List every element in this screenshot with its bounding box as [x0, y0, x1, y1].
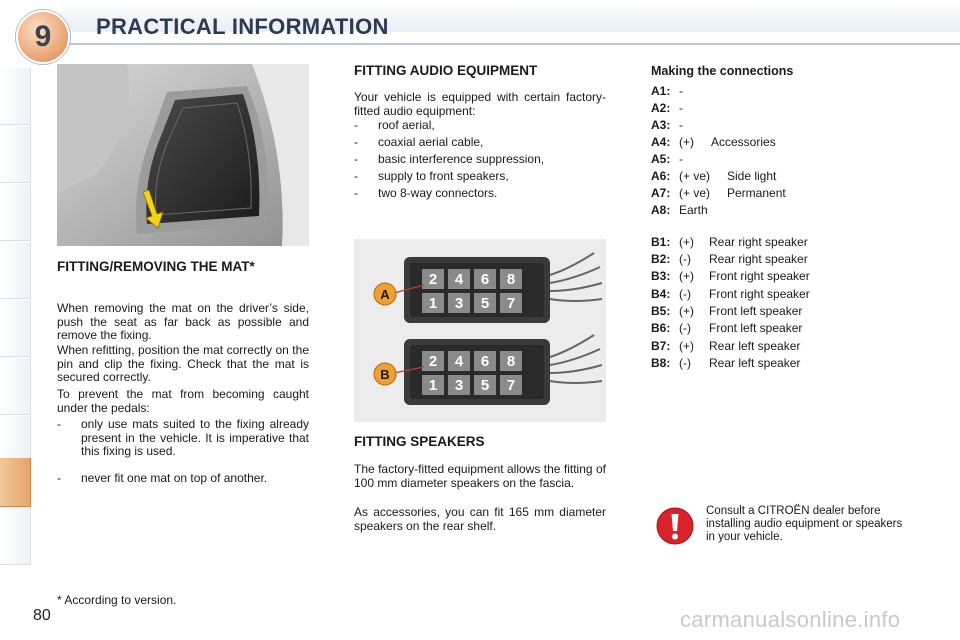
connection-row: A6: (+ ve) Side light [651, 169, 777, 183]
pin-label: 2 [428, 353, 438, 370]
audio-bullet: - basic interference suppression, [354, 152, 545, 166]
watermark: carmanualsonline.info [680, 607, 901, 632]
connection-row: B8: (-) Rear left speaker [651, 356, 801, 370]
footnote: * According to version. [57, 593, 177, 607]
connection-row: B2: (-) Rear right speaker [651, 252, 808, 266]
chapter-tab-active[interactable] [0, 458, 31, 507]
mat-para-1: When removing the mat on the driver’s side, push the seat as far back as possible and remove the fixing. [57, 301, 309, 342]
mat-heading: FITTING/REMOVING THE MAT* [57, 259, 255, 274]
pin-label: 8 [506, 271, 516, 288]
page-title: PRACTICAL INFORMATION [96, 14, 389, 39]
pin-label: 6 [480, 353, 490, 370]
speakers-heading: FITTING SPEAKERS [354, 434, 485, 449]
connector-diagram [354, 239, 606, 422]
connection-row: A5: - [651, 152, 683, 166]
audio-bullet: - supply to front speakers, [354, 169, 509, 183]
connection-row: B4: (-) Front right speaker [651, 287, 810, 301]
connection-row: B1: (+) Rear right speaker [651, 235, 808, 249]
chapter-tab[interactable] [0, 68, 31, 125]
chapter-tab[interactable] [0, 242, 31, 299]
audio-bullet: - two 8-way connectors. [354, 186, 498, 200]
connections-heading: Making the connections [651, 64, 794, 78]
connection-row: B3: (+) Front right speaker [651, 269, 810, 283]
mat-para-3: To prevent the mat from becoming caught under the pedals: [57, 387, 309, 415]
pin-label: 3 [454, 295, 464, 312]
connection-row: A2: - [651, 101, 683, 115]
page-header [0, 0, 960, 53]
connector-b-label [374, 363, 396, 385]
pin-label: 7 [506, 295, 516, 312]
warning-text: Consult a CITROËN dealer before installing audio equipment or speakers in your vehicle. [706, 505, 903, 543]
connection-row: A3: - [651, 118, 683, 132]
pin-label: 7 [506, 377, 516, 394]
pin-label: 4 [454, 271, 464, 288]
pin-label: 5 [480, 295, 490, 312]
pin-label: 1 [428, 295, 438, 312]
mat-bullet: - only use mats suited to the fixing already present in the vehicle. It is imperative that this fixing is used. [57, 417, 309, 458]
mat-para-2: When refitting, position the mat correctly on the pin and clip the fixing. Check that the mat is secured correctly. [57, 343, 309, 384]
pin-label: 6 [480, 271, 490, 288]
pin-label: 1 [428, 377, 438, 394]
connection-row: A4: (+) Accessories [651, 135, 776, 149]
pin-label: 8 [506, 353, 516, 370]
chapter-tab[interactable] [0, 184, 31, 241]
audio-heading: FITTING AUDIO EQUIPMENT [354, 63, 538, 78]
floor-mat-photo [57, 64, 309, 246]
chapter-tab[interactable] [0, 508, 31, 565]
connection-row: B6: (-) Front left speaker [651, 321, 803, 335]
chapter-tab[interactable] [0, 300, 31, 357]
svg-text:A: A [380, 287, 390, 302]
audio-intro: Your vehicle is equipped with certain factory-fitted audio equipment: [354, 90, 606, 118]
connection-row: A8: Earth [651, 203, 708, 217]
mat-bullet: - never fit one mat on top of another. [57, 471, 268, 485]
chapter-tab[interactable] [0, 126, 31, 183]
pin-label: 4 [454, 353, 464, 370]
pin-label: 2 [428, 271, 438, 288]
page-number: 80 [33, 607, 51, 624]
connection-row: B5: (+) Front left speaker [651, 304, 803, 318]
connector-a-label [374, 283, 396, 305]
chapter-tabs [0, 68, 34, 578]
connection-row: A7: (+ ve) Permanent [651, 186, 786, 200]
pin-label: 5 [480, 377, 490, 394]
speakers-para-2: As accessories, you can fit 165 mm diameter speakers on the rear shelf. [354, 505, 606, 533]
connection-row: B7: (+) Rear left speaker [651, 339, 801, 353]
speakers-para-1: The factory-fitted equipment allows the fitting of 100 mm diameter speakers on the fascia. [354, 462, 606, 490]
svg-text:B: B [380, 367, 390, 382]
connection-row: A1: - [651, 84, 683, 98]
pin-label: 3 [454, 377, 464, 394]
chapter-badge: 9 [16, 10, 70, 64]
chapter-tab[interactable] [0, 358, 31, 415]
audio-bullet: - roof aerial, [354, 118, 435, 132]
audio-bullet: - coaxial aerial cable, [354, 135, 484, 149]
header-rule [60, 43, 960, 45]
exclamation-icon [656, 507, 694, 545]
